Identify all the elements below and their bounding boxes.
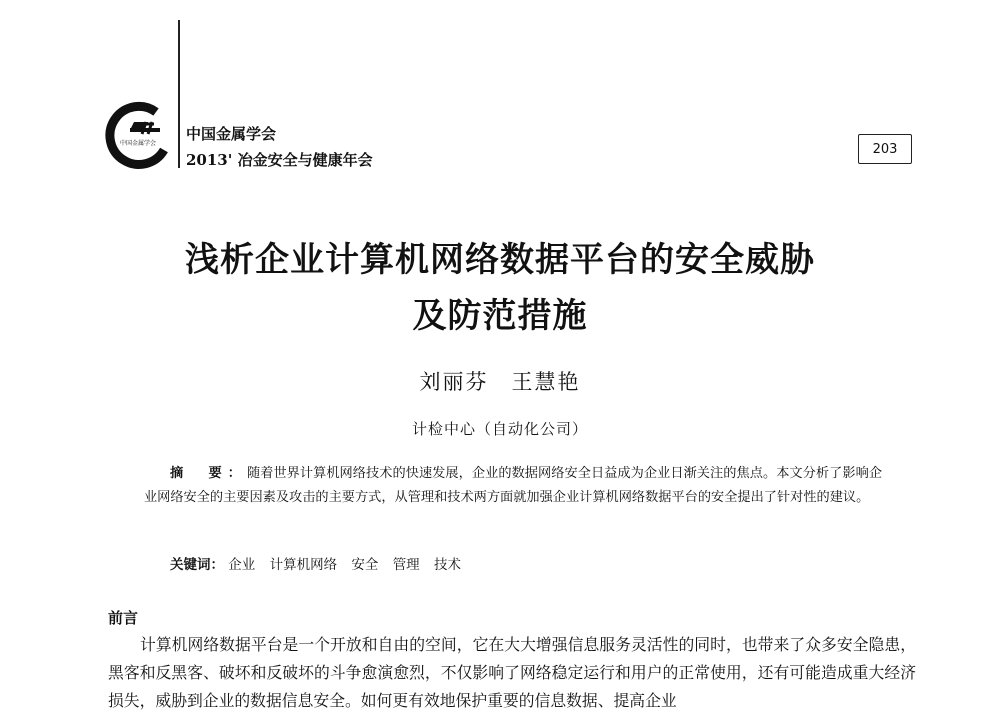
conference-name: 2013' 冶金安全与健康年会	[186, 151, 373, 169]
authors: 刘丽芬 王慧艳	[419, 370, 581, 394]
keywords	[170, 553, 471, 573]
page-number: 203	[858, 134, 912, 164]
body-paragraph: 计算机网络数据平台是一个开放和自由的空间，它在大大增强信息服务灵活性的同时，也带来了众多安全隐患，黑客和反黑客、破坏和反破坏的斗争愈演愈烈，不仅影响了网络稳定运行和用户的正常使用，还有可能造成重大经济损失，威胁到企业的数据信息安全。如何更有效地保护重要的信息数据、提高企业	[108, 635, 916, 710]
abstract-text: 随着世界计算机网络技术的快速发展，企业的数据网络安全日益成为企业日渐关注的焦点。本文分析了影响企业网络安全的主要因素及攻击的主要方式，从管理和技术两方面就加强企业计算机网络数据平台的安全提出了针对性的建议。	[144, 466, 883, 505]
keyword: 企业	[228, 557, 256, 573]
affiliation: 计检中心（自动化公司）	[411, 420, 588, 438]
abstract	[144, 462, 882, 510]
paper-title-line2: 及防范措施	[412, 296, 588, 336]
society-logo-icon	[104, 100, 174, 170]
keyword: 技术	[433, 557, 461, 573]
keyword: 安全	[351, 557, 379, 573]
paper-title-line1: 浅析企业计算机网络数据平台的安全威胁	[185, 240, 815, 280]
keywords-label: 关键词：	[170, 557, 224, 573]
keyword: 计算机网络	[269, 557, 338, 573]
org-name: 中国金属学会	[186, 125, 277, 143]
header-divider	[178, 20, 180, 168]
section-heading: 前言	[108, 609, 139, 627]
keyword: 管理	[392, 557, 420, 573]
logo-text: 中国金属学会	[120, 140, 157, 147]
abstract-label: 摘 要：	[170, 466, 247, 481]
